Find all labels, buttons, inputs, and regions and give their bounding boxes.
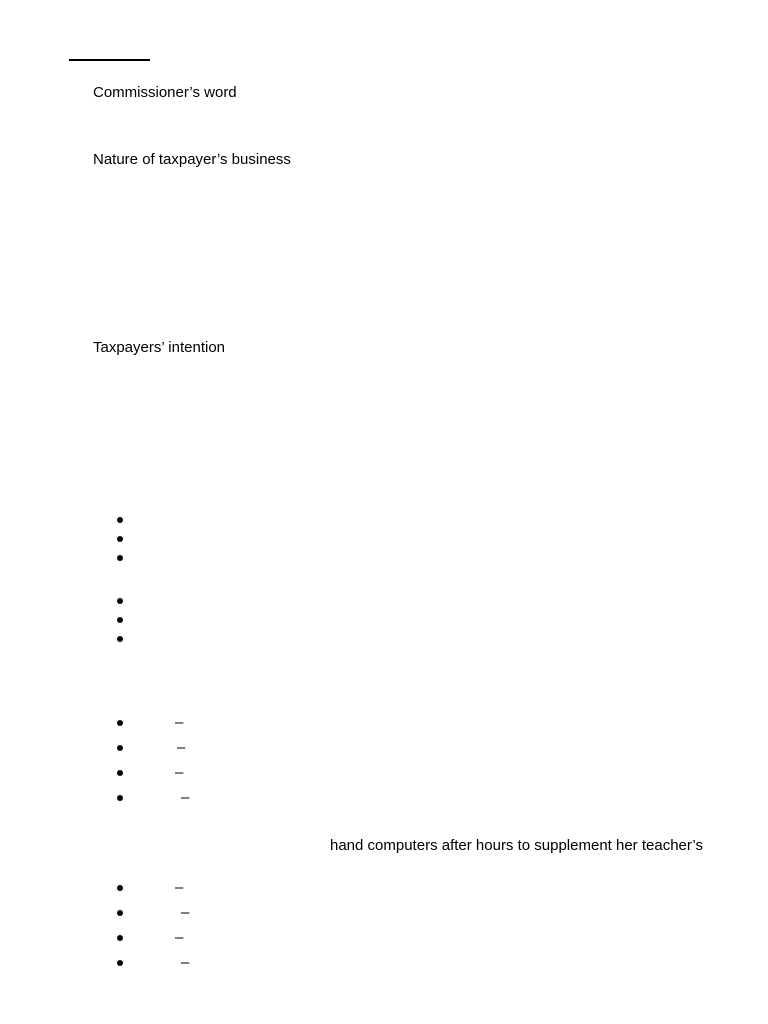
bullet-3-4 — [117, 795, 123, 801]
dash-3-3: – — [175, 764, 184, 781]
heading-taxpayers-intention: Taxpayers’ intention — [93, 339, 226, 356]
dash-3-1: – — [175, 714, 184, 731]
dash-3-2: – — [177, 739, 186, 756]
bullet-2-1 — [117, 598, 123, 604]
dash-4-4: – — [181, 954, 190, 971]
bullet-1-1 — [117, 517, 123, 523]
bullet-3-2 — [117, 745, 123, 751]
heading-nature-of-business: Nature of taxpayer’s business — [93, 151, 291, 168]
body-text-fragment: hand computers after hours to supplement her teacher’s — [330, 837, 703, 854]
dash-3-4: – — [181, 789, 190, 806]
bullet-1-2 — [117, 536, 123, 542]
bullet-4-4 — [117, 960, 123, 966]
bullet-2-2 — [117, 617, 123, 623]
bullet-4-1 — [117, 885, 123, 891]
bullet-3-3 — [117, 770, 123, 776]
bullet-1-3 — [117, 555, 123, 561]
bullet-3-1 — [117, 720, 123, 726]
bullet-4-3 — [117, 935, 123, 941]
dash-4-2: – — [181, 904, 190, 921]
dash-4-1: – — [175, 879, 184, 896]
dash-4-3: – — [175, 929, 184, 946]
heading-commissioners-word: Commissioner’s word — [93, 84, 237, 101]
top-rule — [69, 59, 150, 61]
bullet-2-3 — [117, 636, 123, 642]
bullet-4-2 — [117, 910, 123, 916]
